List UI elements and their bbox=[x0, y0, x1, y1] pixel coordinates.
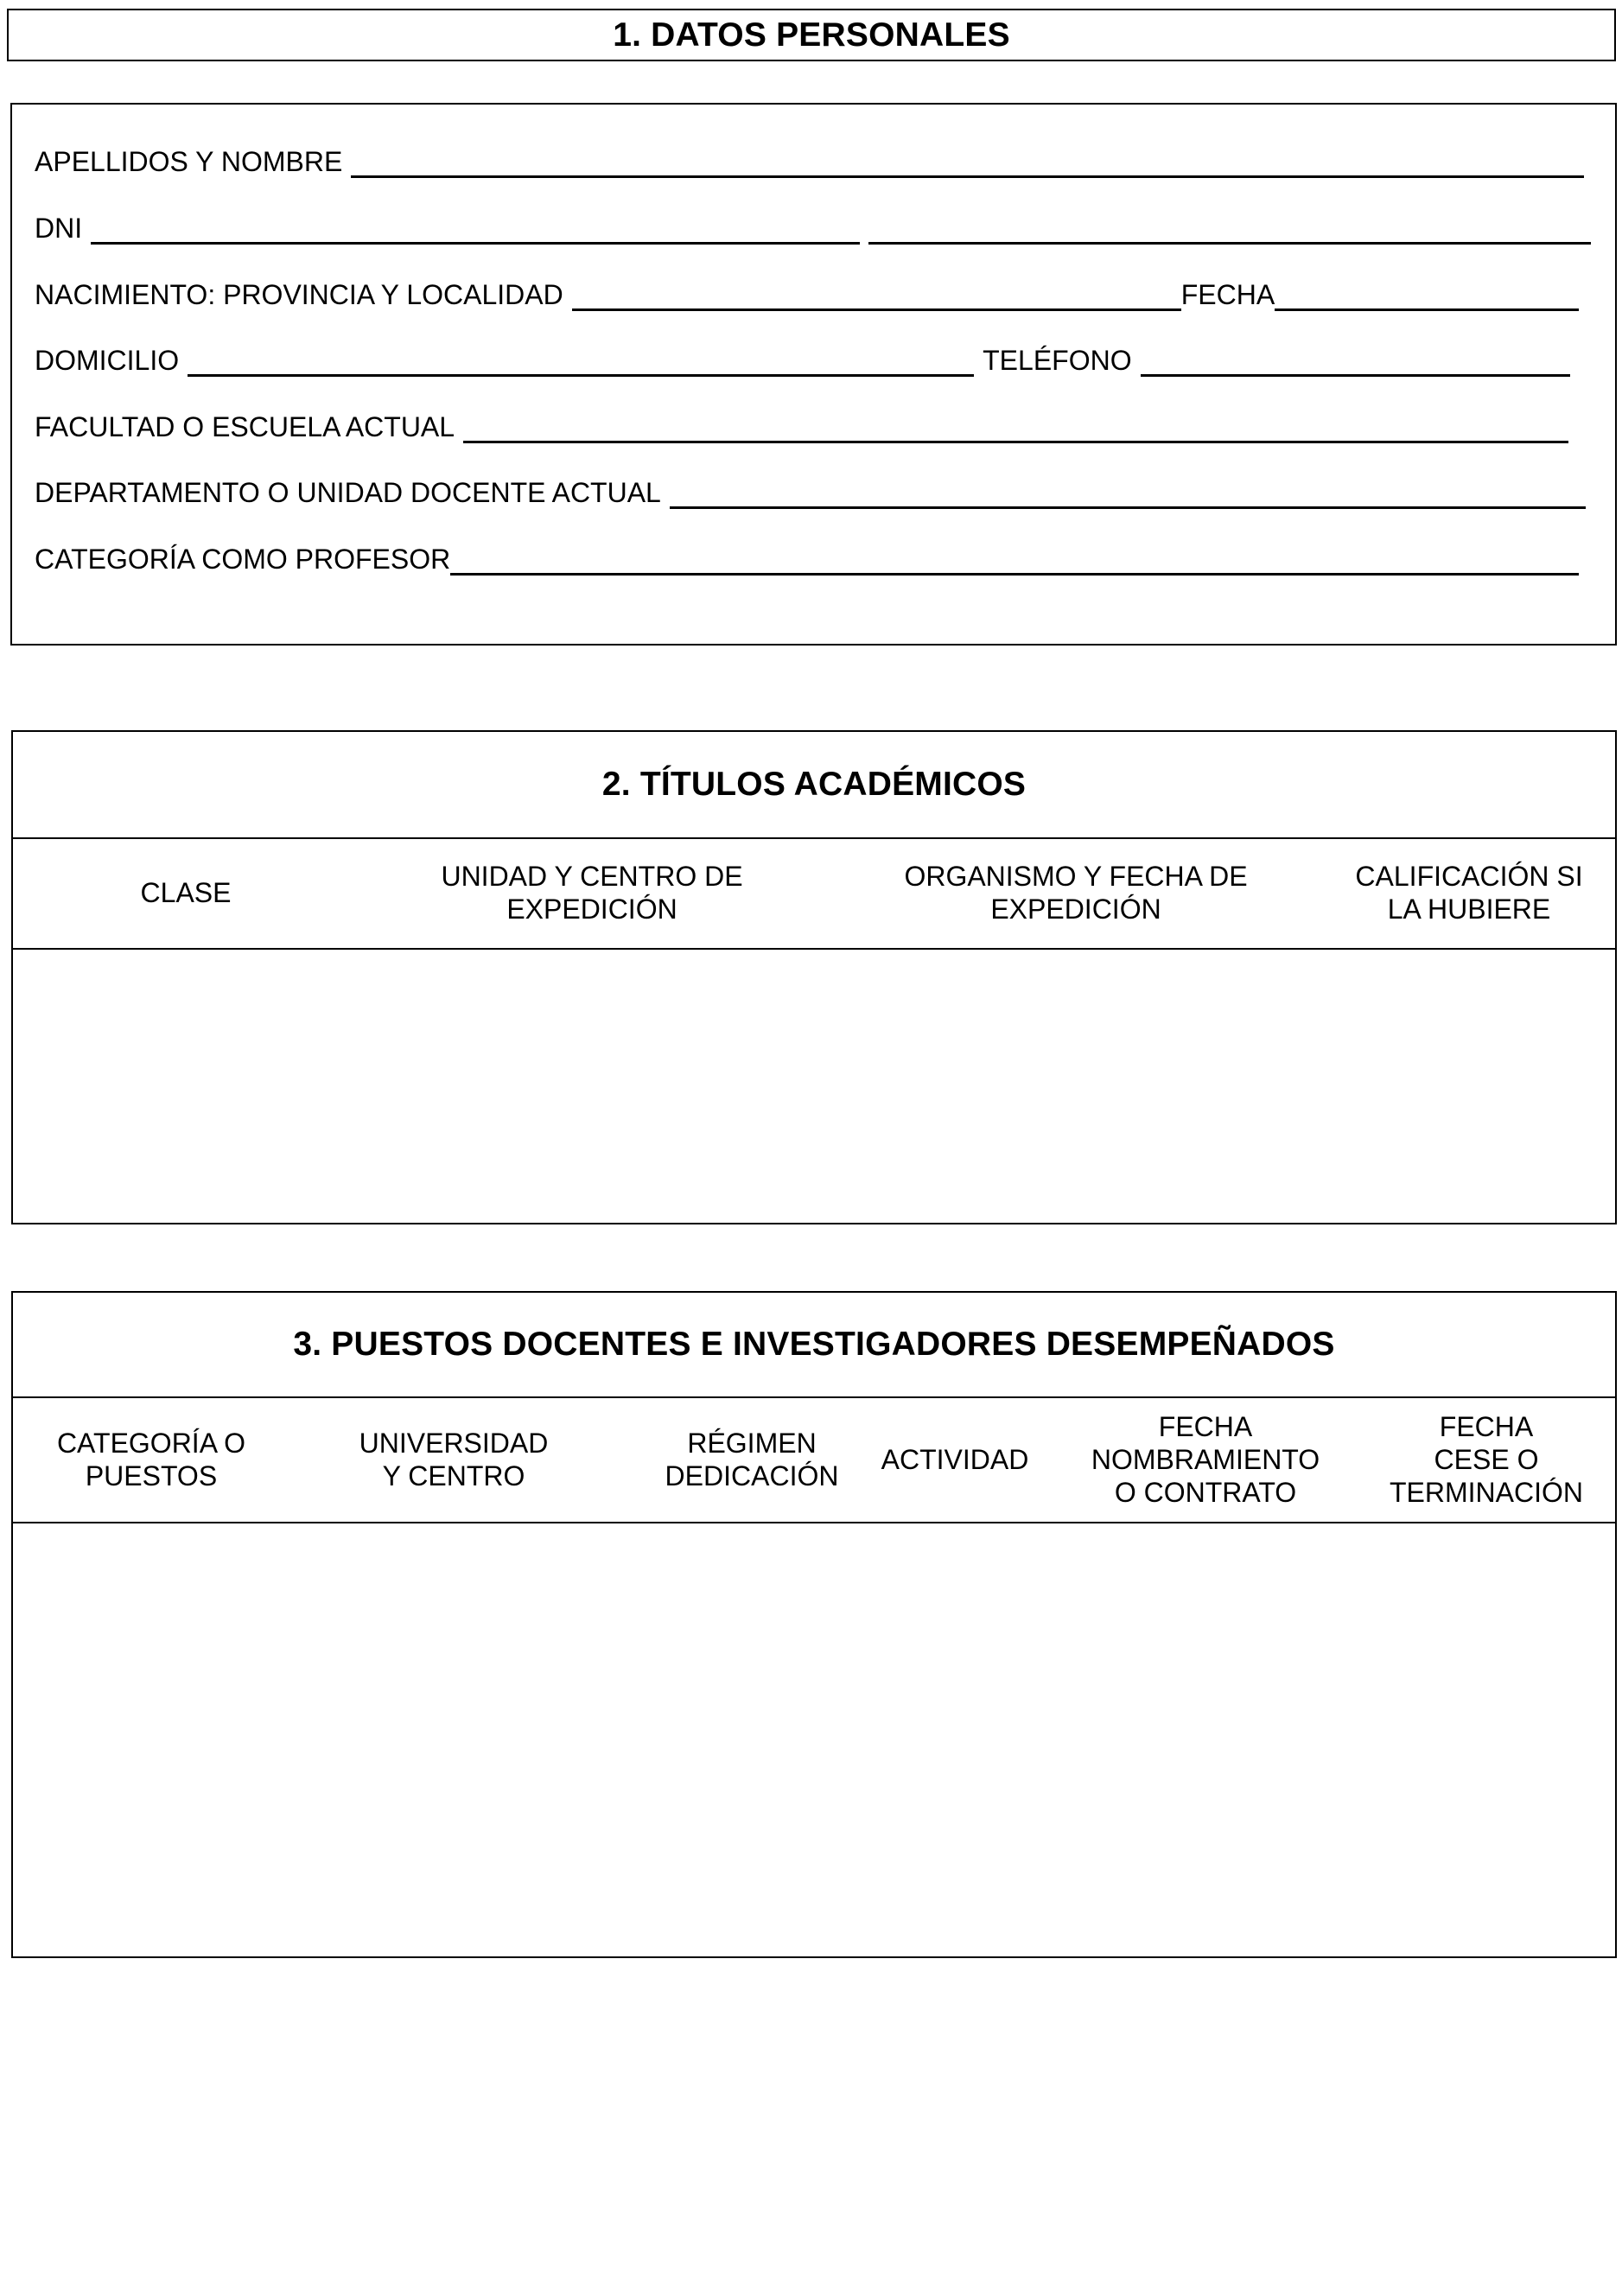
nacimiento-row bbox=[35, 277, 1579, 311]
facultad-row bbox=[35, 409, 1568, 443]
domicilio-field[interactable] bbox=[188, 348, 974, 377]
apellidos-nombre-row bbox=[35, 143, 1584, 178]
col-regimen-dedicacion: RÉGIMEN DEDICACIÓN bbox=[665, 1427, 839, 1491]
col-unidad-centro: UNIDAD Y CENTRO DE EXPEDICIÓN bbox=[441, 861, 743, 925]
departamento-row bbox=[35, 474, 1586, 509]
categoria-row bbox=[35, 541, 1579, 576]
categoria-field[interactable] bbox=[450, 547, 1579, 576]
dni-label: DNI bbox=[35, 213, 83, 244]
dni-field-2[interactable] bbox=[868, 216, 1591, 245]
teaching-positions-table bbox=[11, 1291, 1617, 1958]
domicilio-label: DOMICILIO bbox=[35, 345, 180, 376]
nacimiento-field[interactable] bbox=[572, 283, 1181, 311]
personal-data-panel bbox=[10, 103, 1617, 646]
facultad-label: FACULTAD O ESCUELA ACTUAL bbox=[35, 411, 455, 442]
academic-titles-table bbox=[11, 730, 1617, 1224]
section2-header bbox=[13, 732, 1615, 839]
departamento-field[interactable] bbox=[670, 480, 1586, 509]
col-fecha-cese: FECHA CESE O TERMINACIÓN bbox=[1390, 1410, 1583, 1508]
section2-title: 2. TÍTULOS ACADÉMICOS bbox=[601, 766, 1027, 803]
domicilio-row bbox=[35, 342, 1570, 377]
dni-row bbox=[35, 210, 1591, 245]
categoria-label: CATEGORÍA COMO PROFESOR bbox=[35, 544, 451, 575]
apellidos-nombre-label: APELLIDOS Y NOMBRE bbox=[35, 146, 343, 177]
section3-title: 3. PUESTOS DOCENTES E INVESTIGADORES DESEMPEÑADOS bbox=[293, 1326, 1335, 1363]
col-calificacion: CALIFICACIÓN SI LA HUBIERE bbox=[1355, 861, 1583, 925]
section1-header bbox=[7, 9, 1616, 61]
col-organismo-fecha: ORGANISMO Y FECHA DE EXPEDICIÓN bbox=[904, 861, 1248, 925]
dni-field[interactable] bbox=[91, 216, 860, 245]
section2-column-headers bbox=[13, 837, 1615, 950]
telefono-field[interactable] bbox=[1141, 348, 1570, 377]
section1-title: 1. DATOS PERSONALES bbox=[613, 16, 1010, 54]
departamento-label: DEPARTAMENTO O UNIDAD DOCENTE ACTUAL bbox=[35, 477, 661, 508]
telefono-label: TELÉFONO bbox=[983, 345, 1132, 376]
apellidos-nombre-field[interactable] bbox=[351, 149, 1584, 178]
col-clase: CLASE bbox=[140, 877, 232, 908]
section3-column-headers bbox=[13, 1396, 1615, 1523]
fecha-label: FECHA bbox=[1180, 279, 1275, 310]
col-categoria-puestos: CATEGORÍA O PUESTOS bbox=[56, 1427, 246, 1491]
section3-entry-area[interactable] bbox=[13, 1522, 1615, 1956]
col-fecha-nombramiento: FECHA NOMBRAMIENTO O CONTRATO bbox=[1091, 1410, 1320, 1508]
nacimiento-label: NACIMIENTO: PROVINCIA Y LOCALIDAD bbox=[35, 279, 563, 310]
section2-entry-area[interactable] bbox=[13, 948, 1615, 1223]
fecha-field[interactable] bbox=[1275, 283, 1579, 311]
facultad-field[interactable] bbox=[463, 415, 1568, 443]
section3-header bbox=[13, 1293, 1615, 1398]
col-actividad: ACTIVIDAD bbox=[881, 1443, 1029, 1475]
col-universidad-centro: UNIVERSIDAD Y CENTRO bbox=[359, 1427, 549, 1491]
